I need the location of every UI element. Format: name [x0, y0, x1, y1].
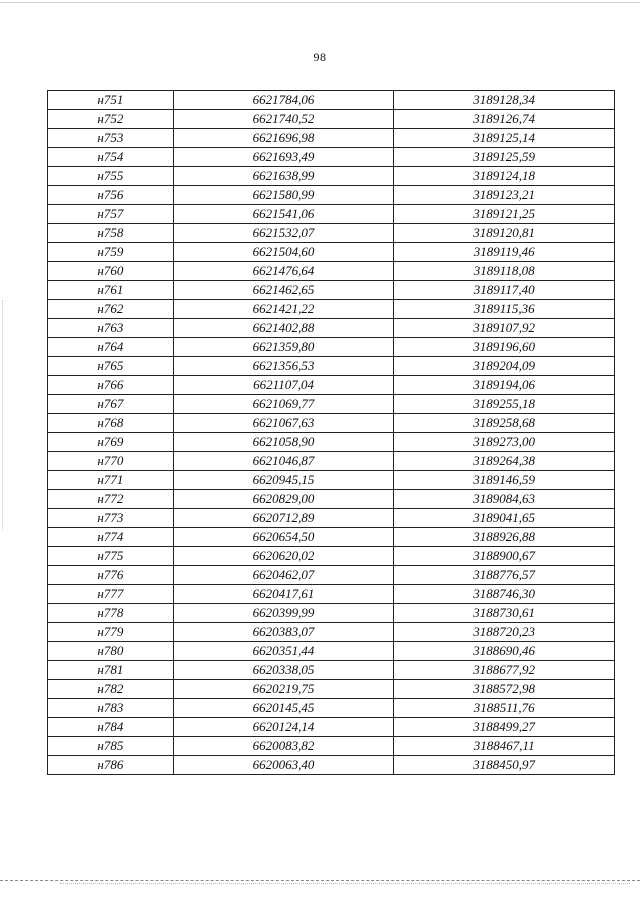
point-name-cell: н751	[48, 91, 174, 110]
coordinates-table	[47, 90, 615, 775]
point-name-cell: н768	[48, 414, 174, 433]
y-coordinate-cell: 3188776,57	[394, 566, 615, 585]
table-row	[48, 528, 615, 547]
point-name-cell: н780	[48, 642, 174, 661]
table-row	[48, 281, 615, 300]
x-coordinate-cell: 6620829,00	[173, 490, 394, 509]
table-row	[48, 642, 615, 661]
y-coordinate-cell: 3189121,25	[394, 205, 615, 224]
point-name-cell: н782	[48, 680, 174, 699]
point-name-cell: н769	[48, 433, 174, 452]
point-name-cell: н752	[48, 110, 174, 129]
point-name-cell: н756	[48, 186, 174, 205]
table-row	[48, 566, 615, 585]
y-coordinate-cell: 3188572,98	[394, 680, 615, 699]
y-coordinate-cell: 3188720,23	[394, 623, 615, 642]
y-coordinate-cell: 3189041,65	[394, 509, 615, 528]
x-coordinate-cell: 6621356,53	[173, 357, 394, 376]
y-coordinate-cell: 3188746,30	[394, 585, 615, 604]
scan-margin-mark	[2, 300, 3, 530]
y-coordinate-cell: 3188690,46	[394, 642, 615, 661]
y-coordinate-cell: 3189194,06	[394, 376, 615, 395]
y-coordinate-cell: 3189124,18	[394, 167, 615, 186]
table-row	[48, 756, 615, 775]
x-coordinate-cell: 6621046,87	[173, 452, 394, 471]
point-name-cell: н779	[48, 623, 174, 642]
table-row	[48, 509, 615, 528]
point-name-cell: н764	[48, 338, 174, 357]
table-row	[48, 623, 615, 642]
x-coordinate-cell: 6621638,99	[173, 167, 394, 186]
y-coordinate-cell: 3189117,40	[394, 281, 615, 300]
point-name-cell: н784	[48, 718, 174, 737]
point-name-cell: н783	[48, 699, 174, 718]
x-coordinate-cell: 6620417,61	[173, 585, 394, 604]
y-coordinate-cell: 3188926,88	[394, 528, 615, 547]
point-name-cell: н785	[48, 737, 174, 756]
point-name-cell: н776	[48, 566, 174, 585]
x-coordinate-cell: 6620654,50	[173, 528, 394, 547]
point-name-cell: н759	[48, 243, 174, 262]
point-name-cell: н772	[48, 490, 174, 509]
x-coordinate-cell: 6621069,77	[173, 395, 394, 414]
y-coordinate-cell: 3189128,34	[394, 91, 615, 110]
point-name-cell: н765	[48, 357, 174, 376]
y-coordinate-cell: 3188467,11	[394, 737, 615, 756]
y-coordinate-cell: 3188730,61	[394, 604, 615, 623]
point-name-cell: н760	[48, 262, 174, 281]
point-name-cell: н757	[48, 205, 174, 224]
point-name-cell: н774	[48, 528, 174, 547]
x-coordinate-cell: 6620351,44	[173, 642, 394, 661]
x-coordinate-cell: 6620338,05	[173, 661, 394, 680]
point-name-cell: н755	[48, 167, 174, 186]
x-coordinate-cell: 6621359,80	[173, 338, 394, 357]
x-coordinate-cell: 6621784,06	[173, 91, 394, 110]
table-row	[48, 205, 615, 224]
y-coordinate-cell: 3189125,59	[394, 148, 615, 167]
table-row	[48, 300, 615, 319]
x-coordinate-cell: 6620083,82	[173, 737, 394, 756]
x-coordinate-cell: 6621058,90	[173, 433, 394, 452]
table-row	[48, 718, 615, 737]
table-row	[48, 490, 615, 509]
x-coordinate-cell: 6621541,06	[173, 205, 394, 224]
y-coordinate-cell: 3189123,21	[394, 186, 615, 205]
table-row	[48, 91, 615, 110]
x-coordinate-cell: 6620145,45	[173, 699, 394, 718]
point-name-cell: н775	[48, 547, 174, 566]
point-name-cell: н763	[48, 319, 174, 338]
y-coordinate-cell: 3189120,81	[394, 224, 615, 243]
point-name-cell: н786	[48, 756, 174, 775]
table-row	[48, 262, 615, 281]
table-row	[48, 547, 615, 566]
table-row	[48, 452, 615, 471]
point-name-cell: н771	[48, 471, 174, 490]
table-row	[48, 338, 615, 357]
x-coordinate-cell: 6621532,07	[173, 224, 394, 243]
y-coordinate-cell: 3189125,14	[394, 129, 615, 148]
table-row	[48, 129, 615, 148]
scan-edge-top	[0, 2, 640, 3]
y-coordinate-cell: 3188900,67	[394, 547, 615, 566]
x-coordinate-cell: 6621476,64	[173, 262, 394, 281]
point-name-cell: н766	[48, 376, 174, 395]
scan-edge-bottom-dots	[60, 883, 630, 884]
y-coordinate-cell: 3189126,74	[394, 110, 615, 129]
point-name-cell: н767	[48, 395, 174, 414]
y-coordinate-cell: 3189204,09	[394, 357, 615, 376]
table-row	[48, 699, 615, 718]
x-coordinate-cell: 6621421,22	[173, 300, 394, 319]
y-coordinate-cell: 3189118,08	[394, 262, 615, 281]
table-row	[48, 376, 615, 395]
table-row	[48, 224, 615, 243]
point-name-cell: н773	[48, 509, 174, 528]
table-row	[48, 167, 615, 186]
table-row	[48, 243, 615, 262]
table-row	[48, 585, 615, 604]
y-coordinate-cell: 3189258,68	[394, 414, 615, 433]
y-coordinate-cell: 3189119,46	[394, 243, 615, 262]
table-row	[48, 680, 615, 699]
point-name-cell: н778	[48, 604, 174, 623]
x-coordinate-cell: 6621504,60	[173, 243, 394, 262]
x-coordinate-cell: 6621107,04	[173, 376, 394, 395]
x-coordinate-cell: 6620399,99	[173, 604, 394, 623]
table-row	[48, 414, 615, 433]
point-name-cell: н758	[48, 224, 174, 243]
y-coordinate-cell: 3188677,92	[394, 661, 615, 680]
y-coordinate-cell: 3189196,60	[394, 338, 615, 357]
y-coordinate-cell: 3188450,97	[394, 756, 615, 775]
x-coordinate-cell: 6621067,63	[173, 414, 394, 433]
table-row	[48, 319, 615, 338]
y-coordinate-cell: 3188499,27	[394, 718, 615, 737]
y-coordinate-cell: 3189255,18	[394, 395, 615, 414]
y-coordinate-cell: 3189107,92	[394, 319, 615, 338]
x-coordinate-cell: 6621402,88	[173, 319, 394, 338]
scan-edge-bottom	[0, 880, 640, 881]
point-name-cell: н762	[48, 300, 174, 319]
y-coordinate-cell: 3188511,76	[394, 699, 615, 718]
x-coordinate-cell: 6620712,89	[173, 509, 394, 528]
point-name-cell: н770	[48, 452, 174, 471]
x-coordinate-cell: 6620219,75	[173, 680, 394, 699]
x-coordinate-cell: 6620124,14	[173, 718, 394, 737]
table-row	[48, 186, 615, 205]
y-coordinate-cell: 3189084,63	[394, 490, 615, 509]
x-coordinate-cell: 6620063,40	[173, 756, 394, 775]
x-coordinate-cell: 6620462,07	[173, 566, 394, 585]
coordinates-table-body	[48, 91, 615, 775]
x-coordinate-cell: 6620620,02	[173, 547, 394, 566]
table-row	[48, 395, 615, 414]
table-row	[48, 604, 615, 623]
x-coordinate-cell: 6621693,49	[173, 148, 394, 167]
point-name-cell: н754	[48, 148, 174, 167]
point-name-cell: н753	[48, 129, 174, 148]
table-row	[48, 471, 615, 490]
table-row	[48, 433, 615, 452]
table-row	[48, 661, 615, 680]
point-name-cell: н761	[48, 281, 174, 300]
x-coordinate-cell: 6620383,07	[173, 623, 394, 642]
point-name-cell: н777	[48, 585, 174, 604]
y-coordinate-cell: 3189264,38	[394, 452, 615, 471]
x-coordinate-cell: 6621696,98	[173, 129, 394, 148]
x-coordinate-cell: 6621740,52	[173, 110, 394, 129]
table-row	[48, 737, 615, 756]
y-coordinate-cell: 3189115,36	[394, 300, 615, 319]
point-name-cell: н781	[48, 661, 174, 680]
page-number: 98	[313, 50, 327, 64]
y-coordinate-cell: 3189273,00	[394, 433, 615, 452]
table-row	[48, 357, 615, 376]
table-row	[48, 148, 615, 167]
x-coordinate-cell: 6621580,99	[173, 186, 394, 205]
y-coordinate-cell: 3189146,59	[394, 471, 615, 490]
table-row	[48, 110, 615, 129]
x-coordinate-cell: 6620945,15	[173, 471, 394, 490]
x-coordinate-cell: 6621462,65	[173, 281, 394, 300]
